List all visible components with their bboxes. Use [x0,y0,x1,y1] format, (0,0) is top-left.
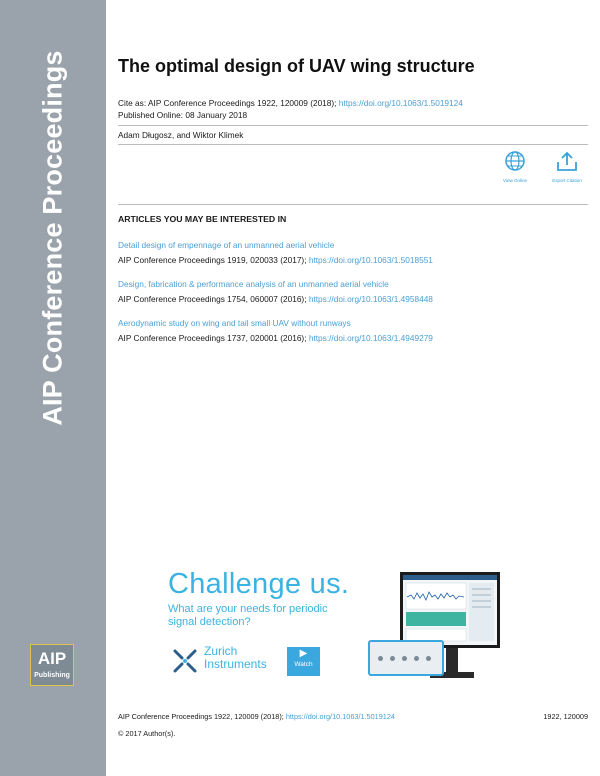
device-connector [414,656,419,661]
device-connector [426,656,431,661]
footer-page-ref: 1922, 120009 [543,712,588,721]
divider [118,125,588,126]
brand-line-2: Instruments [204,657,267,671]
related-article [118,277,433,307]
related-article-cite: AIP Conference Proceedings 1754, 060007 (2016); [118,294,307,304]
divider [118,204,588,205]
related-article-cite: AIP Conference Proceedings 1919, 020033 (2017); [118,255,307,265]
doi-link[interactable]: https://doi.org/10.1063/1.5019124 [338,98,463,108]
related-article-doi[interactable]: https://doi.org/10.1063/1.5018551 [308,255,433,265]
globe-icon [504,150,526,172]
zurich-instruments-brand [204,645,267,671]
brand-line-1: Zurich [204,644,238,658]
related-article [118,238,433,268]
export-citation-button[interactable] [542,150,592,183]
journal-title: AIP Conference Proceedings [37,50,68,426]
aip-publishing-logo[interactable] [30,644,74,686]
paper-title: The optimal design of UAV wing structure [118,56,475,76]
advertisement-banner[interactable] [168,568,596,688]
export-citation-label: Export Citation [552,178,582,183]
device-connector [378,656,383,661]
watch-label: Watch [294,661,313,668]
related-article-link[interactable]: Detail design of empennage of an unmanned aerial vehicle [118,240,335,250]
related-article-doi[interactable]: https://doi.org/10.1063/1.4958448 [308,294,433,304]
ad-subline [168,603,328,629]
view-online-label: View Online [503,178,527,183]
view-online-button[interactable] [490,150,540,183]
device-connector [390,656,395,661]
related-article-cite: AIP Conference Proceedings 1737, 020001 (2016); [118,333,307,343]
footer-cite: AIP Conference Proceedings 1922, 120009 (2018); [118,712,284,721]
logo-name: AIP [37,649,67,668]
cite-label: Cite as: AIP Conference Proceedings 1922, 120009 (2018); [118,98,337,108]
play-icon: ▶ [299,648,308,659]
device-connector [402,656,407,661]
journal-sidebar [0,0,106,776]
waveform-screenshot [403,575,497,645]
related-article-link[interactable]: Design, fabrication & performance analysis of an unmanned aerial vehicle [118,279,389,289]
ad-headline: Challenge us. [168,568,350,600]
related-article [118,316,433,346]
related-article-link[interactable]: Aerodynamic study on wing and tail small UAV without runways [118,318,351,328]
logo-sub: Publishing [34,672,70,679]
related-articles-heading: ARTICLES YOU MAY BE INTERESTED IN [118,214,287,224]
page-footer [118,712,588,721]
footer-doi-link[interactable]: https://doi.org/10.1063/1.5019124 [285,712,395,721]
related-article-doi[interactable]: https://doi.org/10.1063/1.4949279 [308,333,433,343]
divider [118,144,588,145]
export-icon [555,150,579,172]
lock-in-amplifier-device [368,640,444,676]
citation-block [118,97,463,121]
monitor-stand [446,648,458,672]
ad-subline-2: signal detection? [168,616,251,628]
published-date: Published Online: 08 January 2018 [118,110,248,120]
watch-button[interactable] [287,647,320,676]
ad-subline-1: What are your needs for periodic [168,603,328,615]
authors: Adam Długosz, and Wiktor Klimek [118,130,244,140]
monitor-screen-image [400,572,500,648]
screen-content [403,575,497,645]
zurich-instruments-logo-icon [172,648,198,674]
copyright: © 2017 Author(s). [118,729,176,738]
